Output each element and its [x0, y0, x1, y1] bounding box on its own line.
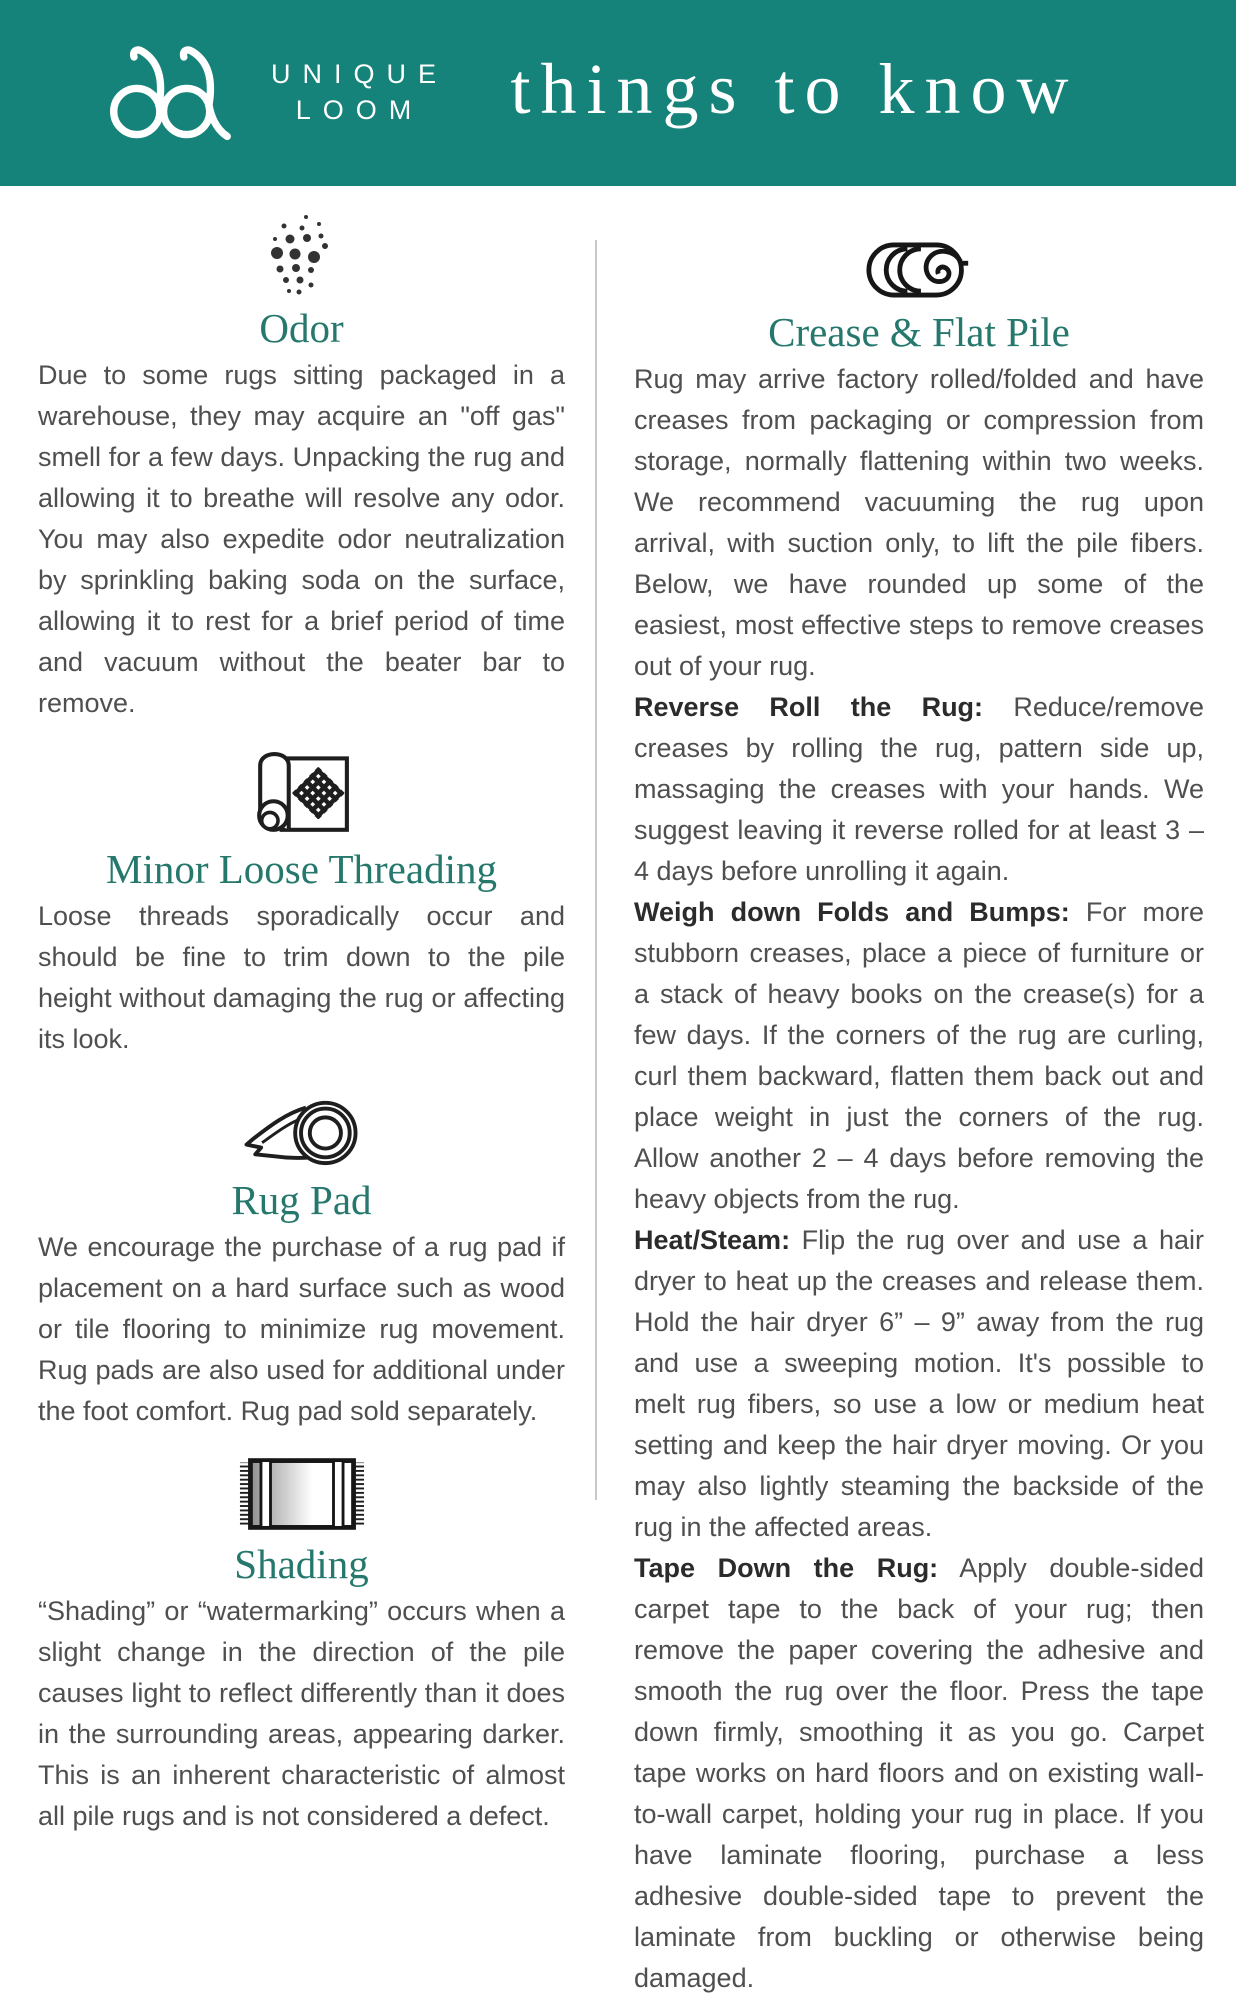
section-rug-pad: [38, 1094, 565, 1432]
tip-text: Reduce/remove creases by rolling the rug, pattern side up, massaging the creases with your hands. We suggest leaving it reverse rolled for at least 3 – 4 days before unrolling it again.: [634, 692, 1204, 887]
tip-text: For more stubborn creases, place a piece of furniture or a stack of heavy books on the crease(s) for a few days. If the corners of the rug are curling, curl them backward, flatten them back out and place weight in just the corners of the rug. Allow another 2 – 4 days before removing the heavy objects from the rug.: [634, 897, 1204, 1215]
right-column: [634, 186, 1204, 1994]
section-threading: [38, 740, 565, 1060]
content-area: [0, 186, 1236, 1994]
section-odor: [38, 212, 565, 724]
brand-line1: UNIQUE: [271, 59, 449, 90]
section-heading-rug-pad: Rug Pad: [231, 1177, 372, 1224]
brand-line2: LOOM: [295, 95, 424, 125]
tip-text: Apply double-sided carpet tape to the back of your rug; then remove the paper covering the adhesive and smooth the rug over the floor. Press the tape down firmly, smoothing it as you go. Carpet tape works on hard floors and on existing wall-to-wall carpet, holding your rug in place. If you have laminate flooring, purchase a less adhesive double-sided tape to prevent the laminate from buckling or otherwise being damaged.: [634, 1553, 1204, 1994]
tip-label: Tape Down the Rug:: [634, 1553, 939, 1584]
section-body-threading: Loose threads sporadically occur and should be fine to trim down to the pile height without damaging the rug or affecting its look.: [38, 901, 565, 1055]
tip-tape-down: [634, 1548, 1204, 1999]
tip-label: Weigh down Folds and Bumps:: [634, 897, 1070, 928]
section-shading: [38, 1456, 565, 1837]
tip-weigh-down: [634, 892, 1204, 1220]
rug-pad-roll-icon: [243, 1094, 361, 1168]
section-body-odor: Due to some rugs sitting packaged in a warehouse, they may acquire an "off gas" smell for a few days. Unpacking the rug and allowing it to breathe will resolve any odor. You may also expedite odor neutralization by sprinkling baking soda on the surface, allowing it to rest for a brief period of time and vacuum without the beater bar to remove.: [38, 360, 565, 719]
section-heading-shading: Shading: [234, 1541, 369, 1588]
section-body-shading: “Shading” or “watermarking” occurs when a slight change in the direction of the pile causes light to reflect differently than it does in the surrounding areas, appearing darker. This is an inherent characteristic of almost all pile rugs and is not considered a defect.: [38, 1596, 565, 1832]
page-title: things to know: [510, 48, 1079, 129]
tip-label: Reverse Roll the Rug:: [634, 692, 984, 723]
tip-heat-steam: [634, 1220, 1204, 1548]
section-intro-crease: Rug may arrive factory rolled/folded and have creases from packaging or compression from storage, normally flattening within two weeks. We recommend vacuuming the rug upon arrival, with suction only, to lift the pile fibers. Below, we have rounded up some of the easiest, most effective steps to remove creases out of your rug.: [634, 364, 1204, 682]
tip-label: Heat/Steam:: [634, 1225, 791, 1256]
creased-rolled-rug-icon: [865, 240, 973, 300]
shaded-rug-icon: [239, 1456, 365, 1532]
brand-logo: [95, 45, 448, 141]
section-heading-crease: Crease & Flat Pile: [768, 309, 1070, 355]
unique-loom-dd-logo-icon: [95, 45, 245, 141]
brand-name: [271, 57, 448, 128]
column-divider: [595, 240, 597, 1500]
tip-text: Flip the rug over and use a hair dryer to heat up the creases and release them. Hold the hair dryer 6” – 9” away from the rug and use a sweeping motion. It's possible to melt rug fibers, so use a low or medium heat setting and keep the hair dryer moving. Or you may also lightly steaming the backside of the rug in the affected areas.: [634, 1225, 1204, 1543]
section-heading-odor: Odor: [259, 305, 344, 351]
left-column: [38, 186, 565, 1832]
section-crease: [634, 240, 1204, 1999]
section-body-rug-pad: We encourage the purchase of a rug pad if placement on a hard surface such as wood or tile flooring to minimize rug movement. Rug pads are also used for additional under the foot comfort. Rug pad sold separately.: [38, 1232, 565, 1427]
rolled-rug-crosshatch-icon: [251, 740, 353, 837]
tip-reverse-roll: [634, 687, 1204, 892]
header-banner: [0, 0, 1236, 186]
odor-particles-icon: [262, 212, 342, 296]
section-heading-threading: Minor Loose Threading: [106, 846, 497, 893]
